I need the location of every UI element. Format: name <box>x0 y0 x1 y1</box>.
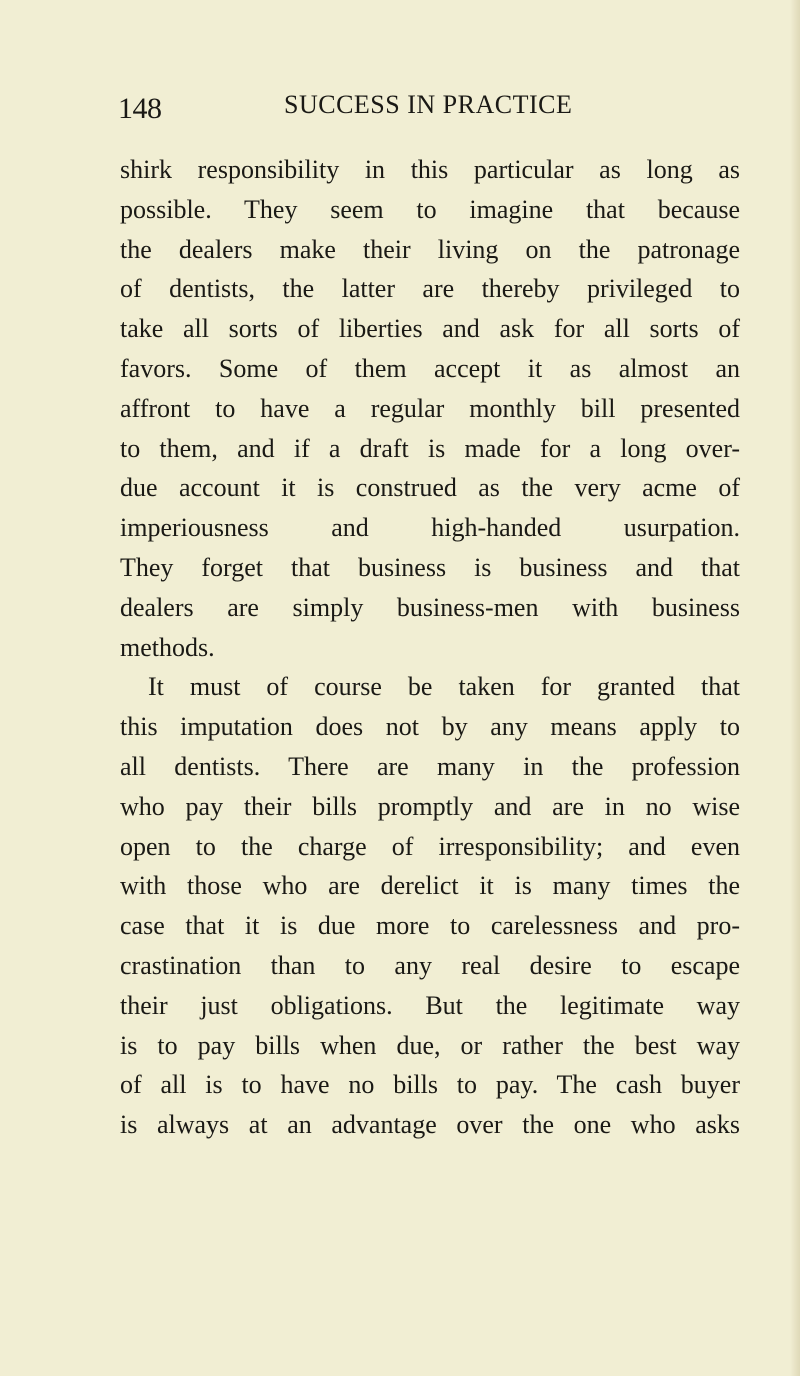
page-edge-shadow <box>790 0 800 1376</box>
text-line: crastination than to any real desire to escape <box>120 950 740 980</box>
text-line: their just obligations. But the legitimate way <box>120 990 740 1020</box>
text-line: is to pay bills when due, or rather the best way <box>120 1030 740 1060</box>
text-line: open to the charge of irresponsibility; and even <box>120 831 740 861</box>
text-line: who pay their bills promptly and are in no wise <box>120 791 740 821</box>
text-line: They forget that business is business and that <box>120 552 740 582</box>
text-line: due account it is construed as the very acme of <box>120 473 740 503</box>
body-text <box>120 150 740 1145</box>
text-line: imperiousness and high-handed usurpation. <box>120 513 740 543</box>
page-header <box>118 86 758 126</box>
text-line: of dentists, the latter are thereby privileged to <box>120 274 740 304</box>
page-number: 148 <box>118 92 162 125</box>
text-line: possible. They seem to imagine that because <box>120 194 740 224</box>
text-line: favors. Some of them accept it as almost an <box>120 353 740 383</box>
text-line: this imputation does not by any means apply to <box>120 712 740 742</box>
text-line: the dealers make their living on the patronage <box>120 234 740 264</box>
text-line: take all sorts of liberties and ask for all sorts of <box>120 314 740 344</box>
text-line: is always at an advantage over the one who asks <box>120 1110 740 1140</box>
text-line: of all is to have no bills to pay. The cash buyer <box>120 1070 740 1100</box>
text-line: affront to have a regular monthly bill presented <box>120 393 740 423</box>
text-line: methods. <box>120 632 215 662</box>
running-head: SUCCESS IN PRACTICE <box>284 90 573 119</box>
text-line: all dentists. There are many in the profession <box>120 751 740 781</box>
text-line: It must of course be taken for granted that <box>148 672 740 702</box>
text-line: case that it is due more to carelessness and pro- <box>120 911 740 941</box>
text-line: dealers are simply business-men with business <box>120 592 740 622</box>
text-line: to them, and if a draft is made for a long over- <box>120 433 740 463</box>
text-line: with those who are derelict it is many times the <box>120 871 740 901</box>
text-line: shirk responsibility in this particular as long as <box>120 155 740 184</box>
